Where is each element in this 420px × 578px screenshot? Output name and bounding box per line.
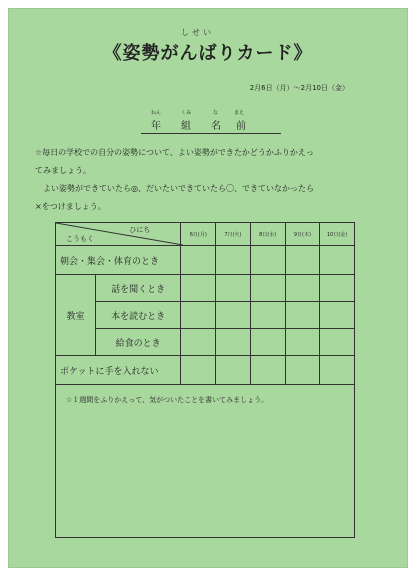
check-cell[interactable] — [216, 356, 251, 385]
reflection-row — [56, 385, 355, 538]
check-cell[interactable] — [320, 356, 355, 385]
day-header-0: 6日(月) — [181, 223, 216, 246]
row-label-lunch: 給食のとき — [95, 329, 180, 356]
reflection-prompt: ☆１週間をふりかえって、気がついたことを書いてみましょう。 — [66, 396, 269, 404]
check-cell[interactable] — [216, 246, 251, 275]
check-cell[interactable] — [181, 356, 216, 385]
check-cell[interactable] — [285, 275, 320, 302]
check-cell[interactable] — [216, 329, 251, 356]
check-cell[interactable] — [181, 302, 216, 329]
check-cell[interactable] — [181, 329, 216, 356]
day-header-4: 10日(金) — [320, 223, 355, 246]
day-header-3: 9日(木) — [285, 223, 320, 246]
check-cell[interactable] — [285, 302, 320, 329]
header-koumoku: こうもく — [66, 235, 94, 243]
header-hinichi: ひにち — [129, 226, 151, 234]
name-ruby-kumi: くみ — [181, 110, 192, 116]
check-cell[interactable] — [285, 356, 320, 385]
table-row — [56, 302, 355, 329]
instruction-line-4: ×をつけましょう。 — [35, 202, 106, 211]
header-diagonal-cell — [56, 223, 181, 246]
instruction-line-3: よい姿勢ができていたら◎、だいたいできていたら〇、できていなかったら — [43, 184, 314, 193]
check-cell[interactable] — [181, 246, 216, 275]
instruction-line-1: ☆毎日の学校での自分の姿勢について、よい姿勢ができたかどうかふりかえっ — [35, 148, 314, 157]
instruction-line-2: てみましょう。 — [35, 166, 91, 175]
check-cell[interactable] — [250, 246, 285, 275]
check-cell[interactable] — [216, 302, 251, 329]
check-cell[interactable] — [285, 246, 320, 275]
title-ruby: しせい — [181, 28, 214, 37]
name-ruby-na: な — [213, 110, 219, 116]
row-label-assembly: 朝会・集会・体育のとき — [56, 246, 181, 275]
row-group-classroom: 教室 — [56, 275, 96, 356]
day-header-2: 8日(水) — [250, 223, 285, 246]
name-ruby-mae: まえ — [234, 110, 245, 116]
row-label-pocket: ポケットに手を入れない — [56, 356, 181, 385]
table-row — [56, 246, 355, 275]
row-label-reading: 本を読むとき — [95, 302, 180, 329]
name-ruby-nen: ねん — [151, 110, 162, 116]
table-header-row — [56, 223, 355, 246]
check-cell[interactable] — [216, 275, 251, 302]
self-check-table — [55, 222, 355, 538]
check-cell[interactable] — [181, 275, 216, 302]
check-cell[interactable] — [250, 356, 285, 385]
label-nen: 年 — [151, 121, 161, 132]
check-cell[interactable] — [320, 275, 355, 302]
label-kumi: 組 — [181, 121, 191, 132]
check-cell[interactable] — [285, 329, 320, 356]
table-row — [56, 275, 355, 302]
check-cell[interactable] — [320, 246, 355, 275]
reflection-area[interactable] — [56, 385, 355, 538]
name-line[interactable] — [141, 110, 281, 134]
check-cell[interactable] — [250, 275, 285, 302]
check-cell[interactable] — [320, 302, 355, 329]
check-cell[interactable] — [250, 329, 285, 356]
label-mae: 前 — [236, 121, 246, 132]
row-label-listening: 話を聞くとき — [95, 275, 180, 302]
label-na: 名 — [211, 121, 221, 132]
table-row — [56, 356, 355, 385]
day-header-1: 7日(火) — [216, 223, 251, 246]
page-title: 《姿勢がんばりカード》 — [103, 43, 313, 64]
check-cell[interactable] — [320, 329, 355, 356]
check-cell[interactable] — [250, 302, 285, 329]
date-range: 2月6日（月）～2月10日（金） — [249, 84, 349, 92]
table-row — [56, 329, 355, 356]
